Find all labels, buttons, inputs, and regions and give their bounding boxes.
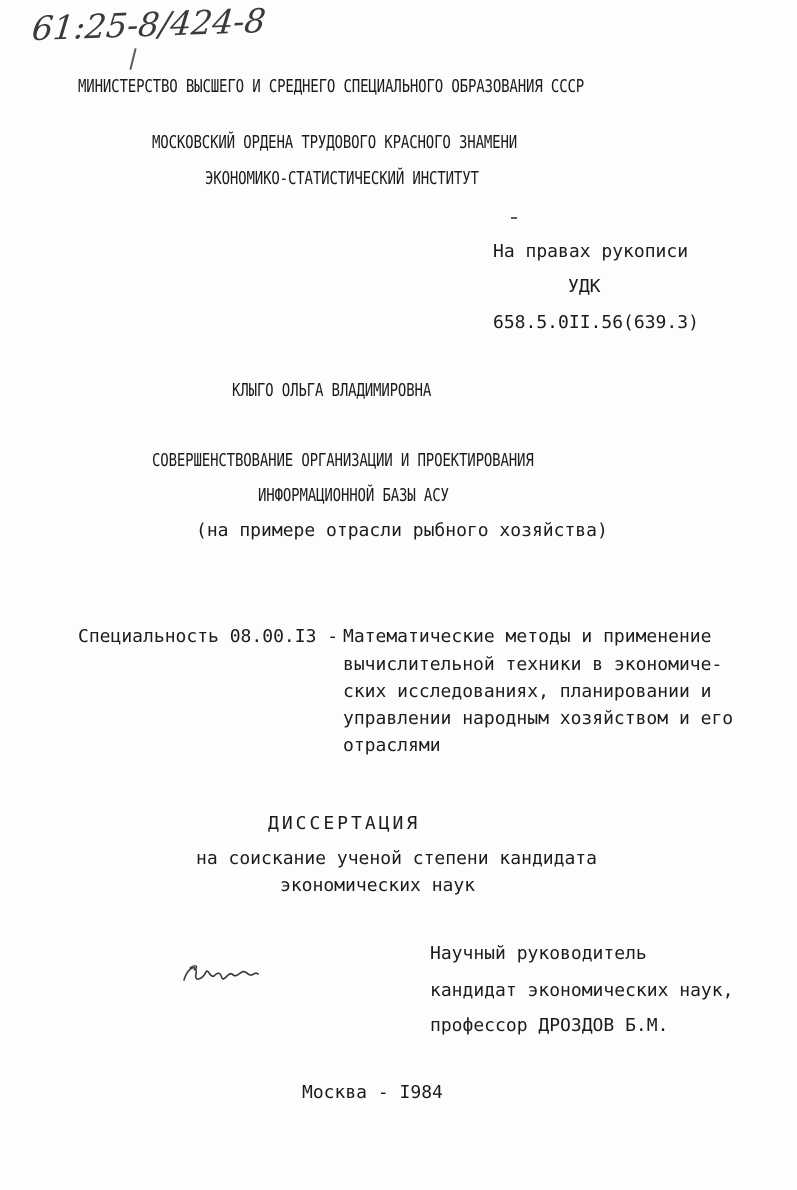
- title-line-2: ИНФОРМАЦИОННОЙ БАЗЫ АСУ: [258, 485, 449, 506]
- dissertation-degree-line-1: на соискание ученой степени кандидата: [196, 848, 597, 869]
- title-line-1: СОВЕРШЕНСТВОВАНИЕ ОРГАНИЗАЦИИ И ПРОЕКТИРОВАНИЯ: [152, 450, 534, 471]
- dissertation-degree-line-2: экономических наук: [280, 875, 476, 896]
- specialty-text-line: отраслями: [343, 735, 441, 756]
- pen-mark: [129, 48, 136, 70]
- specialty-label: Специальность 08.00.I3 -: [78, 626, 339, 647]
- udk-label: УДК: [568, 276, 601, 297]
- archive-code: 61:25-8/424-8: [30, 0, 268, 49]
- supervisor-line-2: кандидат экономических наук,: [430, 980, 734, 1001]
- place-and-year: Москва - I984: [302, 1082, 443, 1103]
- dissertation-heading: ДИССЕРТАЦИЯ: [268, 813, 421, 834]
- author-name: КЛЫГО ОЛЬГА ВЛАДИМИРОВНА: [232, 380, 432, 401]
- title-subtitle: (на примере отрасли рыбного хозяйства): [196, 520, 608, 541]
- supervisor-line-1: Научный руководитель: [430, 943, 647, 964]
- specialty-text-line: ских исследованиях, планировании и: [343, 681, 712, 702]
- ink-speck: [511, 217, 517, 219]
- specialty-text-line: управлении народным хозяйством и его: [343, 708, 734, 729]
- ministry-line: МИНИСТЕРСТВО ВЫСШЕГО И СРЕДНЕГО СПЕЦИАЛЬНОГО ОБРАЗОВАНИЯ СССР: [78, 76, 585, 97]
- specialty-text-line: Математические методы и применение: [343, 626, 712, 647]
- institute-line-2: ЭКОНОМИКО-СТАТИСТИЧЕСКИЙ ИНСТИТУТ: [205, 168, 479, 189]
- udk-code: 658.5.0II.56(639.3): [493, 312, 699, 333]
- handwritten-signature: [180, 960, 260, 990]
- supervisor-line-3: профессор ДРОЗДОВ Б.М.: [430, 1015, 669, 1036]
- institute-line-1: МОСКОВСКИЙ ОРДЕНА ТРУДОВОГО КРАСНОГО ЗНАМЕНИ: [152, 132, 518, 153]
- manuscript-rights: На правах рукописи: [493, 241, 689, 262]
- specialty-text-line: вычислительной техники в экономиче-: [343, 654, 723, 675]
